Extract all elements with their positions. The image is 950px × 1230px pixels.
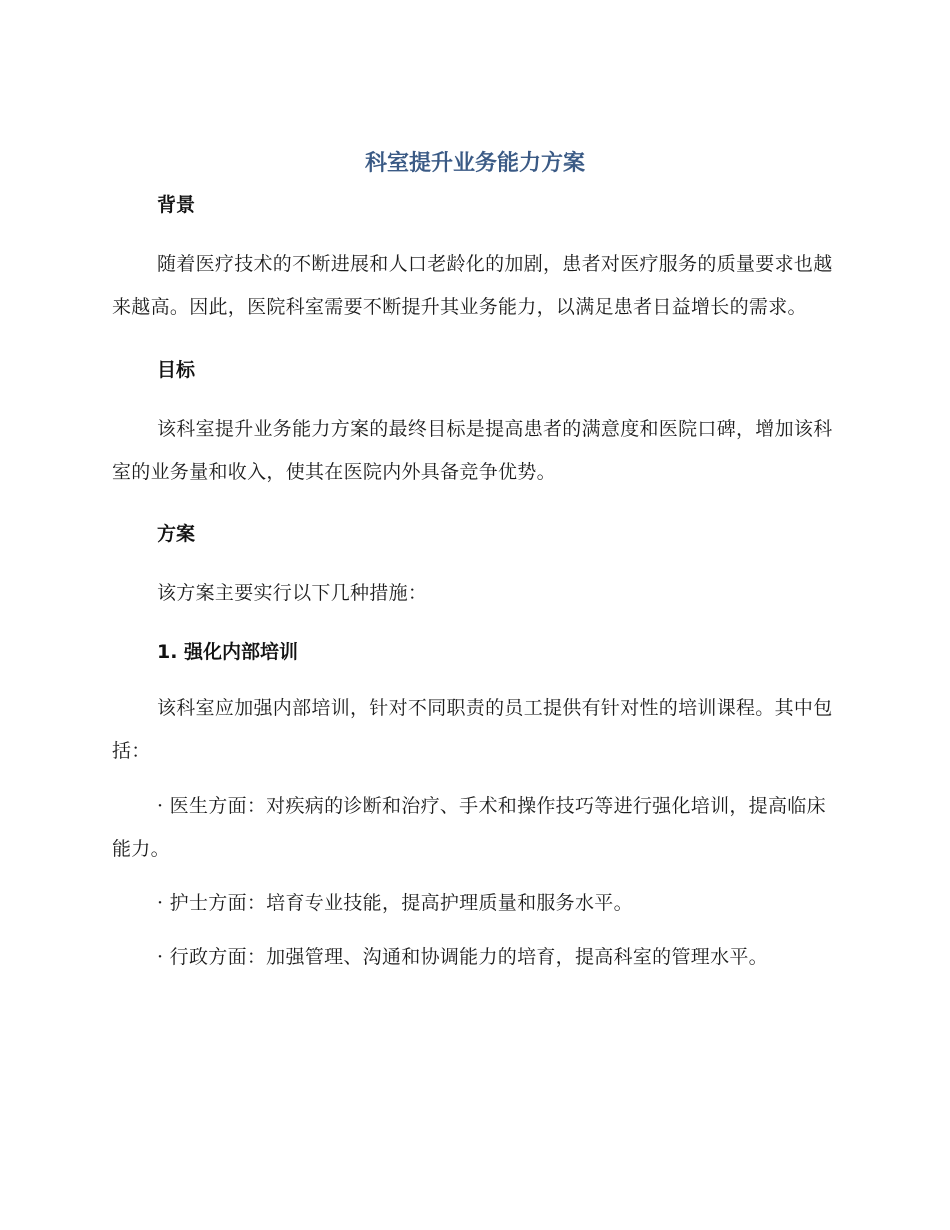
- background-paragraph: 随着医疗技术的不断进展和人口老龄化的加剧，患者对医疗服务的质量要求也越来越高。因此，医院科室需要不断提升其业务能力，以满足患者日益增长的需求。: [112, 253, 833, 318]
- section-heading-plan: 方案: [157, 523, 196, 545]
- section-heading-goal: 目标: [157, 359, 196, 381]
- document-body: [112, 189, 838, 979]
- plan-intro-paragraph: 该方案主要实行以下几种措施：: [157, 582, 428, 604]
- bullet-item-doctors: · 医生方面：对疾病的诊断和治疗、手术和操作技巧等进行强化培训，提高临床能力。: [112, 795, 826, 860]
- bullet-item-nurses: · 护士方面：培育专业技能，提高护理质量和服务水平。: [157, 892, 633, 914]
- section-heading-background: 背景: [157, 194, 196, 216]
- document-title: 科室提升业务能力方案: [364, 151, 585, 176]
- measure-1-paragraph: 该科室应加强内部培训，针对不同职责的员工提供有针对性的培训课程。其中包括：: [112, 697, 833, 762]
- measure-1-heading: 1. 强化内部培训: [157, 641, 299, 663]
- bullet-item-administration: · 行政方面：加强管理、沟通和协调能力的培育，提高科室的管理水平。: [157, 946, 768, 968]
- goal-paragraph: 该科室提升业务能力方案的最终目标是提高患者的满意度和医院口碑，增加该科室的业务量和收入，使其在医院内外具备竞争优势。: [112, 418, 833, 483]
